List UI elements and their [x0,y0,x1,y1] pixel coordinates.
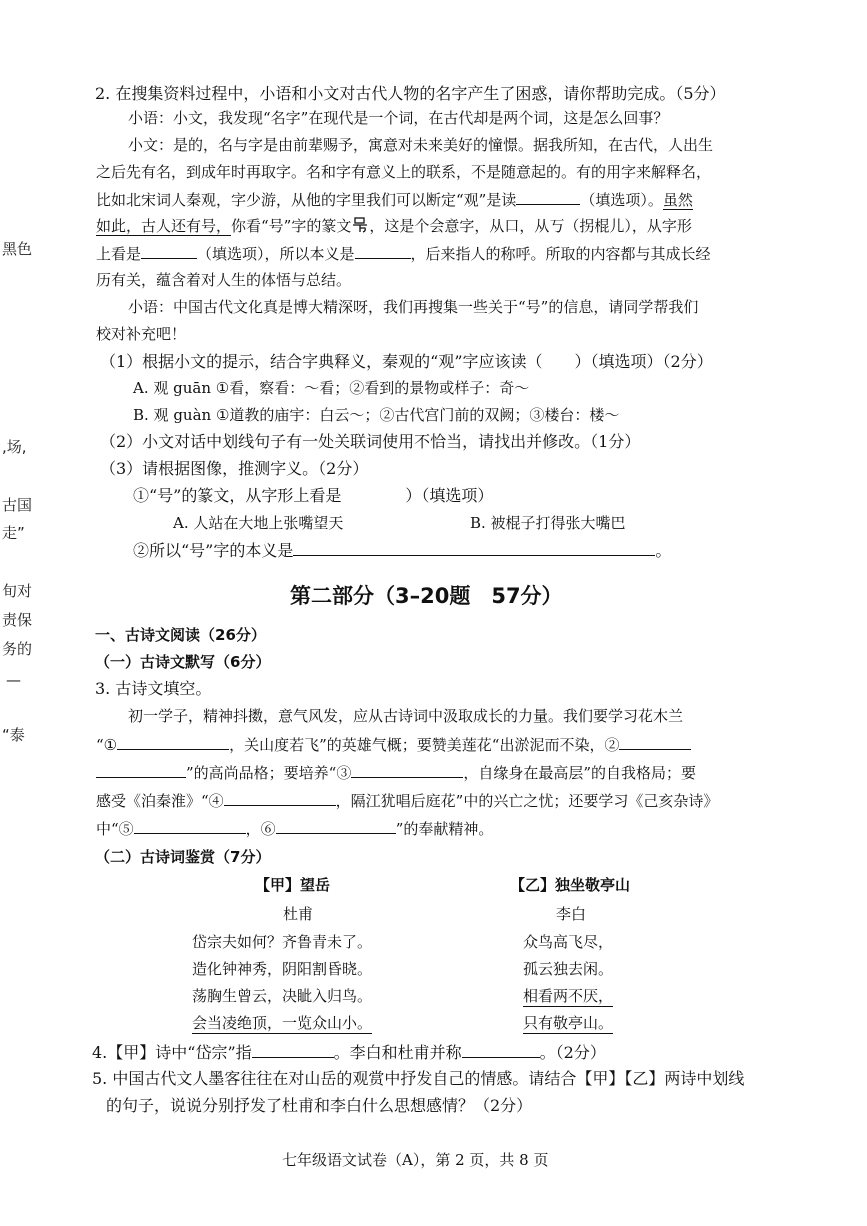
poem-line: 造化钟神秀，阴阳割昏晓。 [192,960,373,978]
text-segment: （填选项）。 [580,191,663,209]
q2-dialogue-line [96,189,693,210]
answer-blank[interactable] [141,243,197,259]
q2-dialogue-line [96,216,692,236]
q2-dialogue-line [96,243,711,264]
poem-line: 孤云独去闲。 [523,960,614,978]
poem-author: 李白 [556,905,587,923]
option-b: B. 观 guàn ①道教的庙宇：白云～；②古代宫门前的双阙；③楼台：楼～ [133,406,620,424]
underlined-sentence: 虽然 [662,191,693,209]
poem-line: 荡胸生曾云，决眦入归鸟。 [192,987,373,1005]
text-segment: ”的奉献精神。 [395,820,494,838]
text-segment: 感受《泊秦淮》“④ [96,792,224,810]
margin-fragment: 责保 [2,611,33,629]
q2-subquestion-2: （2）小文对话中划线句子有一处关联词使用不恰当，请找出并修改。（1分） [100,432,641,451]
answer-blank[interactable] [351,762,463,778]
q5-line: 5. 中国古代文人墨客往往在对山岳的观赏中抒发自己的情感。请结合【甲】【乙】两诗中划线 [92,1069,745,1088]
margin-fragment: 古国 [2,496,33,514]
poem-line-underlined: 相看两不厌， [523,987,614,1005]
poem-author: 杜甫 [283,905,314,923]
margin-fragment: 走” [2,524,25,542]
text-segment: 中“⑤ [96,820,134,838]
q2-subquestion-1: （1）根据小文的提示，结合字典释义，秦观的“观”字应该读（ ）（填选项）（2分） [100,352,713,371]
text-segment: ，关山度若飞”的英雄气概；要赞美莲花“出淤泥而不染，② [229,736,620,754]
q2-dialogue-line: 小文：是的，名与字是由前辈赐予，寓意对未来美好的憧憬。据我所知，在古代，人出生 [128,136,714,154]
text-segment: ”的高尚品格；要培养“③ [186,764,352,782]
answer-blank[interactable] [134,818,246,834]
page-footer: 七年级语文试卷（A），第 2 页，共 8 页 [282,1151,549,1169]
q3-stem: 3. 古诗文填空。 [95,679,212,698]
q2-dialogue-line: 小语：小文，我发现“名字”在现代是一个词，在古代却是两个词，这是怎么回事？ [128,109,669,127]
margin-fragment: “泰 [2,726,25,744]
underlined-sentence: 如此，古人还有号， [96,217,232,235]
margin-fragment: 黑色 [2,240,33,258]
text-segment: ，⑥ [245,820,276,838]
text-segment: ，自缘身在最高层”的自我格局；要 [463,764,697,782]
q3-line: 初一学子，精神抖擞，意气风发，应从古诗词中汲取成长的力量。我们要学习花木兰 [128,707,684,725]
answer-blank[interactable] [462,1042,540,1058]
q4-line [92,1042,606,1063]
answer-blank[interactable] [355,243,411,259]
answer-blank[interactable] [293,540,655,556]
option-a: A. 人站在大地上张嘴望天 [173,514,344,532]
subsection-heading: （二）古诗词鉴赏（7分） [95,848,271,866]
poem-line-underlined: 会当凌绝顶，一览众山小。 [192,1014,373,1032]
q3-line [96,762,696,783]
answer-blank[interactable] [516,189,580,205]
text-segment: 你看“号”字的篆文 [231,217,352,235]
seal-script-hao-icon [351,217,369,233]
q2-stem: 2. 在搜集资料过程中，小语和小文对古代人物的名字产生了困惑，请你帮助完成。（5分） [95,84,726,103]
poem-title: 【乙】独坐敬亭山 [510,876,631,894]
text-segment: 。李白和杜甫并称 [333,1043,462,1062]
q5-line: 的句子，说说分别抒发了杜甫和李白什么思想感情？（2分） [106,1096,533,1115]
margin-fragment: 务的 [2,640,33,658]
option-b: B. 被棍子打得张大嘴巴 [470,514,626,532]
poem-title: 【甲】望岳 [255,876,331,894]
q2-dialogue-line: 历有关，蕴含着对人生的体悟与总结。 [96,271,352,289]
text-segment: （填选项），所以本义是 [197,245,355,263]
text-segment: 上看是 [96,245,142,263]
section-heading: 一、古诗文阅读（26分） [95,626,266,644]
text-segment: ②所以“号”字的本义是 [133,541,294,560]
option-a: A. 观 guān ①看，察看：～看；②看到的景物或样子：奇～ [133,379,530,397]
answer-blank[interactable] [117,734,229,750]
q2-dialogue-line: 小语：中国古代文化真是博大精深呀，我们再搜集一些关于“号”的信息，请同学帮我们 [128,298,699,316]
q3-line [96,818,493,839]
text-segment: 4.【甲】诗中“岱宗”指 [92,1043,252,1062]
q3-line [96,734,691,755]
q3-line [96,790,718,811]
q2-dialogue-line: 校对补充吧！ [96,325,187,343]
margin-fragment: ,场, [2,438,27,456]
q2-subquestion-3b [133,540,671,561]
part-title: 第二部分（3–20题 57分） [290,584,563,608]
text-segment: “① [96,736,118,754]
text-segment: ，这是个会意字，从口，从丂（拐棍儿），从字形 [369,217,692,235]
answer-blank[interactable] [96,762,186,778]
poem-line: 众鸟高飞尽， [523,933,614,951]
answer-blank[interactable] [276,818,396,834]
text-segment: ，后来指人的称呼。所取的内容都与其成长经 [410,245,711,263]
subsection-heading: （一）古诗文默写（6分） [95,653,271,671]
margin-fragment: — [6,671,21,689]
text-segment: ，隔江犹唱后庭花”中的兴亡之忧；还要学习《己亥杂诗》 [335,792,719,810]
margin-fragment: 旬对 [2,582,33,600]
text-segment: 。（2分） [539,1043,606,1062]
text-segment: 。 [655,541,672,560]
answer-blank[interactable] [619,734,691,750]
q2-subquestion-3: （3）请根据图像，推测字义。（2分） [100,459,369,478]
text-segment: 比如北宋词人秦观，字少游，从他的字里我们可以断定“观”是读 [96,191,517,209]
q2-dialogue-line: 之后先有名，到成年时再取字。名和字有意义上的联系，不是随意起的。有的用字来解释名， [96,163,712,181]
poem-line: 岱宗夫如何？齐鲁青未了。 [192,933,373,951]
answer-blank[interactable] [252,1042,334,1058]
q2-subquestion-3a: ①“号”的篆文，从字形上看是 ）（填选项） [133,486,494,505]
answer-blank[interactable] [224,790,336,806]
poem-line-underlined: 只有敬亭山。 [523,1014,614,1032]
